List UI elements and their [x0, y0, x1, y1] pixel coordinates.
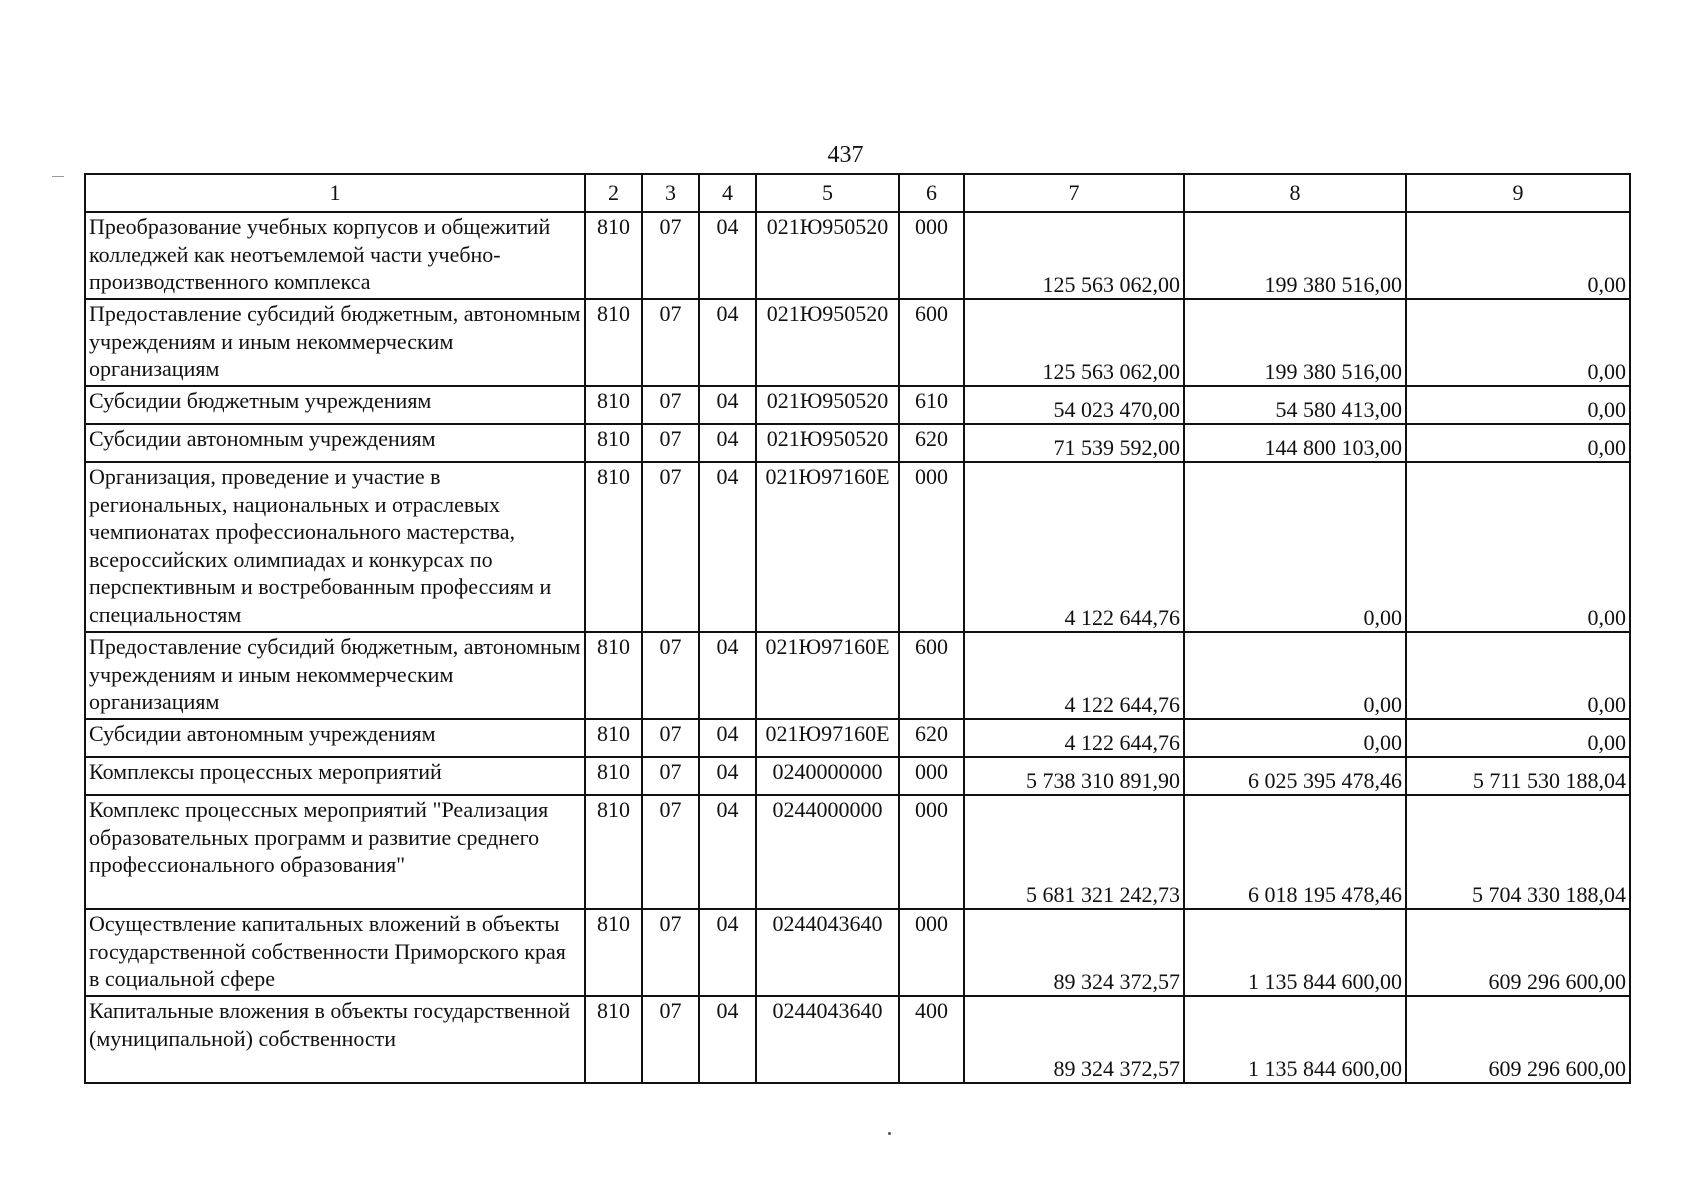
table-row	[85, 909, 1630, 996]
amount-col9: 0,00	[1406, 632, 1630, 719]
expense-type-code: 000	[899, 909, 964, 996]
amount-col7: 5 681 321 242,73	[964, 795, 1184, 909]
amount-col7: 71 539 592,00	[964, 424, 1184, 462]
ministry-code: 810	[585, 462, 642, 632]
ministry-code: 810	[585, 386, 642, 424]
target-article-code: 0240000000	[756, 757, 899, 795]
target-article-code: 0244043640	[756, 996, 899, 1083]
amount-col8: 0,00	[1184, 632, 1406, 719]
subsection-code: 04	[699, 996, 756, 1083]
table-row	[85, 386, 1630, 424]
target-article-code: 0244000000	[756, 795, 899, 909]
target-article-code: 021Ю950520	[756, 424, 899, 462]
expense-type-code: 000	[899, 795, 964, 909]
expense-type-code: 000	[899, 462, 964, 632]
ministry-code: 810	[585, 719, 642, 757]
amount-col8: 1 135 844 600,00	[1184, 909, 1406, 996]
subsection-code: 04	[699, 462, 756, 632]
amount-col9: 0,00	[1406, 424, 1630, 462]
item-name: Субсидии автономным учреждениям	[85, 719, 585, 757]
expense-type-code: 000	[899, 757, 964, 795]
ministry-code: 810	[585, 299, 642, 386]
table-row	[85, 795, 1630, 909]
amount-col7: 89 324 372,57	[964, 996, 1184, 1083]
subsection-code: 04	[699, 632, 756, 719]
table-row	[85, 462, 1630, 632]
table-row	[85, 632, 1630, 719]
table-row	[85, 996, 1630, 1083]
target-article-code: 021Ю97160Е	[756, 632, 899, 719]
amount-col8: 199 380 516,00	[1184, 212, 1406, 299]
page-number: 437	[827, 142, 864, 168]
section-code: 07	[642, 424, 699, 462]
column-header: 3	[642, 174, 699, 212]
target-article-code: 021Ю950520	[756, 212, 899, 299]
item-name: Организация, проведение и участие в региональных, национальных и отраслевых чемпионатах профессионального мастерства, всероссийских олимпиадах и конкурсах по перспективным и востребованным профессиям и специальностям	[85, 462, 585, 632]
amount-col9: 5 704 330 188,04	[1406, 795, 1630, 909]
margin-mark	[52, 176, 64, 177]
amount-col7: 125 563 062,00	[964, 212, 1184, 299]
item-name: Субсидии бюджетным учреждениям	[85, 386, 585, 424]
expense-type-code: 610	[899, 386, 964, 424]
table-row	[85, 212, 1630, 299]
target-article-code: 0244043640	[756, 909, 899, 996]
column-header: 7	[964, 174, 1184, 212]
expense-type-code: 600	[899, 299, 964, 386]
amount-col8: 0,00	[1184, 719, 1406, 757]
amount-col9: 609 296 600,00	[1406, 909, 1630, 996]
column-header: 6	[899, 174, 964, 212]
subsection-code: 04	[699, 757, 756, 795]
amount-col9: 0,00	[1406, 719, 1630, 757]
section-code: 07	[642, 386, 699, 424]
subsection-code: 04	[699, 424, 756, 462]
subsection-code: 04	[699, 299, 756, 386]
item-name: Комплексы процессных мероприятий	[85, 757, 585, 795]
section-code: 07	[642, 632, 699, 719]
item-name: Комплекс процессных мероприятий "Реализация образовательных программ и развитие среднего профессионального образования"	[85, 795, 585, 909]
table-row	[85, 424, 1630, 462]
section-code: 07	[642, 909, 699, 996]
subsection-code: 04	[699, 212, 756, 299]
amount-col9: 609 296 600,00	[1406, 996, 1630, 1083]
expense-type-code: 600	[899, 632, 964, 719]
amount-col7: 5 738 310 891,90	[964, 757, 1184, 795]
ministry-code: 810	[585, 795, 642, 909]
table-header-row	[85, 174, 1630, 212]
amount-col9: 0,00	[1406, 212, 1630, 299]
item-name: Капитальные вложения в объекты государственной (муниципальной) собственности	[85, 996, 585, 1083]
section-code: 07	[642, 996, 699, 1083]
amount-col8: 6 025 395 478,46	[1184, 757, 1406, 795]
ministry-code: 810	[585, 424, 642, 462]
column-header: 4	[699, 174, 756, 212]
target-article-code: 021Ю950520	[756, 386, 899, 424]
ministry-code: 810	[585, 996, 642, 1083]
item-name: Преобразование учебных корпусов и общежитий колледжей как неотъемлемой части учебно-производственного комплекса	[85, 212, 585, 299]
column-header: 2	[585, 174, 642, 212]
amount-col9: 0,00	[1406, 386, 1630, 424]
amount-col8: 6 018 195 478,46	[1184, 795, 1406, 909]
section-code: 07	[642, 795, 699, 909]
table-row	[85, 757, 1630, 795]
subsection-code: 04	[699, 909, 756, 996]
amount-col7: 89 324 372,57	[964, 909, 1184, 996]
ministry-code: 810	[585, 632, 642, 719]
ministry-code: 810	[585, 212, 642, 299]
item-name: Осуществление капитальных вложений в объекты государственной собственности Приморского края в социальной сфере	[85, 909, 585, 996]
amount-col8: 144 800 103,00	[1184, 424, 1406, 462]
amount-col8: 199 380 516,00	[1184, 299, 1406, 386]
expense-type-code: 000	[899, 212, 964, 299]
expense-type-code: 620	[899, 424, 964, 462]
table-row	[85, 299, 1630, 386]
amount-col9: 0,00	[1406, 299, 1630, 386]
item-name: Предоставление субсидий бюджетным, автономным учреждениям и иным некоммерческим организациям	[85, 632, 585, 719]
section-code: 07	[642, 719, 699, 757]
amount-col9: 0,00	[1406, 462, 1630, 632]
table-row	[85, 719, 1630, 757]
ministry-code: 810	[585, 909, 642, 996]
target-article-code: 021Ю97160Е	[756, 719, 899, 757]
amount-col7: 54 023 470,00	[964, 386, 1184, 424]
section-code: 07	[642, 299, 699, 386]
amount-col8: 54 580 413,00	[1184, 386, 1406, 424]
amount-col7: 125 563 062,00	[964, 299, 1184, 386]
amount-col9: 5 711 530 188,04	[1406, 757, 1630, 795]
expense-type-code: 400	[899, 996, 964, 1083]
amount-col7: 4 122 644,76	[964, 462, 1184, 632]
subsection-code: 04	[699, 719, 756, 757]
column-header: 9	[1406, 174, 1630, 212]
ministry-code: 810	[585, 757, 642, 795]
subsection-code: 04	[699, 795, 756, 909]
amount-col7: 4 122 644,76	[964, 719, 1184, 757]
amount-col8: 1 135 844 600,00	[1184, 996, 1406, 1083]
column-header: 5	[756, 174, 899, 212]
subsection-code: 04	[699, 386, 756, 424]
expense-type-code: 620	[899, 719, 964, 757]
scan-speck	[888, 1132, 891, 1135]
target-article-code: 021Ю950520	[756, 299, 899, 386]
amount-col7: 4 122 644,76	[964, 632, 1184, 719]
target-article-code: 021Ю97160Е	[756, 462, 899, 632]
item-name: Предоставление субсидий бюджетным, автономным учреждениям и иным некоммерческим организациям	[85, 299, 585, 386]
section-code: 07	[642, 212, 699, 299]
column-header: 8	[1184, 174, 1406, 212]
budget-table	[84, 173, 1631, 1084]
section-code: 07	[642, 757, 699, 795]
column-header: 1	[85, 174, 585, 212]
item-name: Субсидии автономным учреждениям	[85, 424, 585, 462]
section-code: 07	[642, 462, 699, 632]
amount-col8: 0,00	[1184, 462, 1406, 632]
